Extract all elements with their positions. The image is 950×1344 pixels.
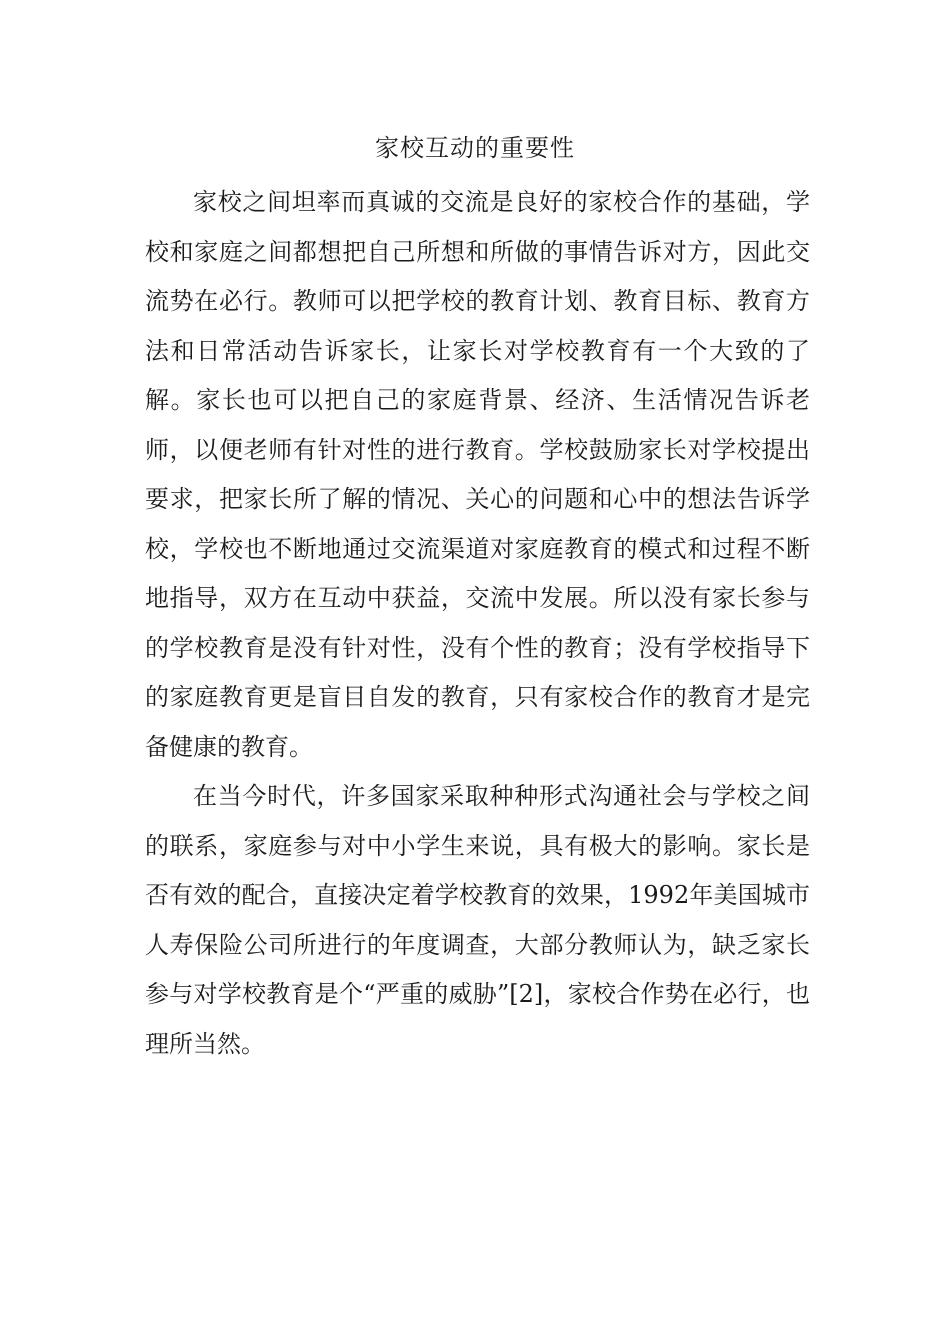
document-title: 家校互动的重要性 xyxy=(375,134,575,162)
paragraph-2: 在当今时代，许多国家采取种种形式沟通社会与学校之间的联系，家庭参与对中小学生来说，具有极大的影响。家长是否有效的配合，直接决定着学校教育的效果，1992年美国城市人寿保险公司所进行的年度调查，大部分教师认为，缺乏家长参与对学校教育是个“严重的威胁”[2]，家校合作势在必行，也理所当然。 xyxy=(145,782,810,1058)
document-body xyxy=(145,178,810,1069)
paragraph-1: 家校之间坦率而真诚的交流是良好的家校合作的基础，学校和家庭之间都想把自己所想和所做的事情告诉对方，因此交流势在必行。教师可以把学校的教育计划、教育目标、教育方法和日常活动告诉家长，让家长对学校教育有一个大致的了解。家长也可以把自己的家庭背景、经济、生活情况告诉老师，以便老师有针对性的进行教育。学校鼓励家长对学校提出要求，把家长所了解的情况、关心的问题和心中的想法告诉学校，学校也不断地通过交流渠道对家庭教育的模式和过程不断地指导，双方在互动中获益，交流中发展。所以没有家长参与的学校教育是没有针对性，没有个性的教育；没有学校指导下的家庭教育更是盲目自发的教育，只有家校合作的教育才是完备健康的教育。 xyxy=(145,188,810,761)
